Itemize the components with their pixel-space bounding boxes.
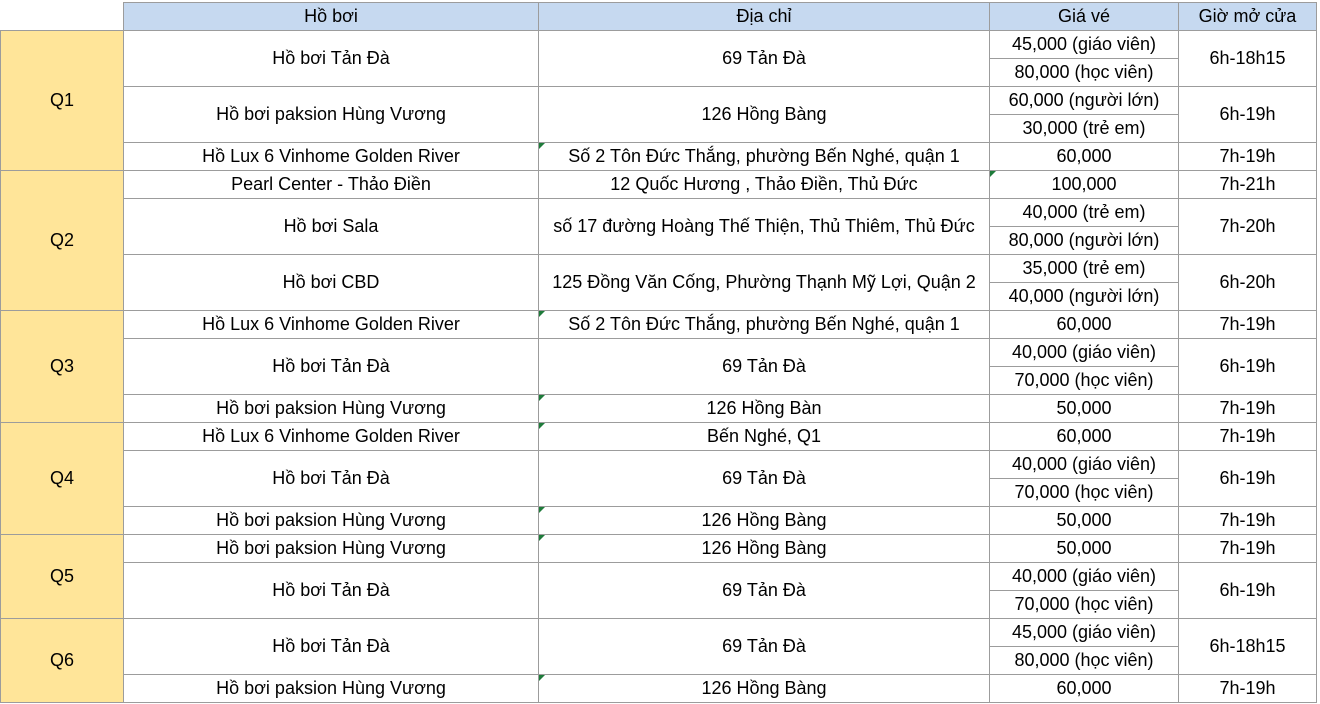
pool-cell[interactable]: Hồ Lux 6 Vinhome Golden River: [124, 311, 539, 339]
table-row: [1, 87, 1317, 115]
pool-cell[interactable]: Hồ bơi CBD: [124, 255, 539, 311]
hours-cell[interactable]: 6h-19h: [1179, 87, 1317, 143]
price-cell[interactable]: 50,000: [990, 535, 1179, 563]
address-cell[interactable]: 69 Tản Đà: [539, 339, 990, 395]
header-price[interactable]: Giá vé: [990, 3, 1179, 31]
price-cell[interactable]: 60,000: [990, 311, 1179, 339]
hours-cell[interactable]: 6h-19h: [1179, 451, 1317, 507]
hours-cell[interactable]: 7h-19h: [1179, 143, 1317, 171]
price-cell[interactable]: 50,000: [990, 395, 1179, 423]
pool-cell[interactable]: Hồ bơi paksion Hùng Vương: [124, 87, 539, 143]
price-cell[interactable]: 100,000: [990, 171, 1179, 199]
address-cell[interactable]: 69 Tản Đà: [539, 563, 990, 619]
pool-cell[interactable]: Hồ bơi paksion Hùng Vương: [124, 675, 539, 703]
table-row: [1, 199, 1317, 227]
pool-cell[interactable]: Hồ Lux 6 Vinhome Golden River: [124, 423, 539, 451]
address-cell[interactable]: Số 2 Tôn Đức Thắng, phường Bến Nghé, quận 1: [539, 311, 990, 339]
address-cell[interactable]: 126 Hồng Bàng: [539, 87, 990, 143]
pool-cell[interactable]: Hồ bơi Sala: [124, 199, 539, 255]
price-cell[interactable]: 30,000 (trẻ em): [990, 115, 1179, 143]
pool-cell[interactable]: Hồ bơi paksion Hùng Vương: [124, 395, 539, 423]
header-hours[interactable]: Giờ mở cửa: [1179, 3, 1317, 31]
price-cell[interactable]: 35,000 (trẻ em): [990, 255, 1179, 283]
address-cell[interactable]: 126 Hồng Bàng: [539, 535, 990, 563]
district-cell[interactable]: Q6: [1, 619, 124, 703]
hours-cell[interactable]: 6h-18h15: [1179, 619, 1317, 675]
table-row: [1, 171, 1317, 199]
price-cell[interactable]: 70,000 (học viên): [990, 367, 1179, 395]
price-cell[interactable]: 45,000 (giáo viên): [990, 31, 1179, 59]
district-cell[interactable]: Q4: [1, 423, 124, 535]
address-cell[interactable]: 125 Đồng Văn Cống, Phường Thạnh Mỹ Lợi, Quận 2: [539, 255, 990, 311]
pool-cell[interactable]: Hồ bơi paksion Hùng Vương: [124, 535, 539, 563]
address-cell[interactable]: 126 Hồng Bàng: [539, 507, 990, 535]
table-row: [1, 423, 1317, 451]
hours-cell[interactable]: 7h-19h: [1179, 395, 1317, 423]
sheet-body: [1, 31, 1317, 703]
hours-cell[interactable]: 6h-19h: [1179, 563, 1317, 619]
price-cell[interactable]: 40,000 (giáo viên): [990, 451, 1179, 479]
price-cell[interactable]: 45,000 (giáo viên): [990, 619, 1179, 647]
address-cell[interactable]: 69 Tản Đà: [539, 619, 990, 675]
hours-cell[interactable]: 7h-19h: [1179, 507, 1317, 535]
pool-cell[interactable]: Hồ Lux 6 Vinhome Golden River: [124, 143, 539, 171]
district-cell[interactable]: Q2: [1, 171, 124, 311]
table-row: [1, 619, 1317, 647]
hours-cell[interactable]: 7h-19h: [1179, 535, 1317, 563]
address-cell[interactable]: 69 Tản Đà: [539, 31, 990, 87]
table-row: [1, 675, 1317, 703]
header-pool[interactable]: Hồ bơi: [124, 3, 539, 31]
address-cell[interactable]: Bến Nghé, Q1: [539, 423, 990, 451]
hours-cell[interactable]: 7h-19h: [1179, 311, 1317, 339]
price-cell[interactable]: 40,000 (trẻ em): [990, 199, 1179, 227]
pool-cell[interactable]: Hồ bơi paksion Hùng Vương: [124, 507, 539, 535]
table-row: [1, 339, 1317, 367]
address-cell[interactable]: 12 Quốc Hương , Thảo Điền, Thủ Đức: [539, 171, 990, 199]
price-cell[interactable]: 70,000 (học viên): [990, 591, 1179, 619]
price-cell[interactable]: 60,000 (người lớn): [990, 87, 1179, 115]
price-cell[interactable]: 50,000: [990, 507, 1179, 535]
price-cell[interactable]: 80,000 (học viên): [990, 59, 1179, 87]
hours-cell[interactable]: 6h-18h15: [1179, 31, 1317, 87]
hours-cell[interactable]: 6h-19h: [1179, 339, 1317, 395]
hours-cell[interactable]: 7h-20h: [1179, 199, 1317, 255]
pool-cell[interactable]: Hồ bơi Tản Đà: [124, 31, 539, 87]
table-row: [1, 395, 1317, 423]
price-cell[interactable]: 80,000 (người lớn): [990, 227, 1179, 255]
table-row: [1, 451, 1317, 479]
address-cell[interactable]: số 17 đường Hoàng Thế Thiện, Thủ Thiêm, Thủ Đức: [539, 199, 990, 255]
corner-cell[interactable]: [1, 3, 124, 31]
price-cell[interactable]: 60,000: [990, 675, 1179, 703]
pool-cell[interactable]: Hồ bơi Tản Đà: [124, 339, 539, 395]
table-row: [1, 535, 1317, 563]
price-cell[interactable]: 60,000: [990, 143, 1179, 171]
pool-cell[interactable]: Hồ bơi Tản Đà: [124, 619, 539, 675]
header-address[interactable]: Địa chỉ: [539, 3, 990, 31]
table-row: [1, 311, 1317, 339]
hours-cell[interactable]: 7h-19h: [1179, 675, 1317, 703]
price-cell[interactable]: 80,000 (học viên): [990, 647, 1179, 675]
price-cell[interactable]: 40,000 (người lớn): [990, 283, 1179, 311]
district-cell[interactable]: Q5: [1, 535, 124, 619]
table-row: [1, 31, 1317, 59]
header-row: [1, 3, 1317, 31]
pool-cell[interactable]: Hồ bơi Tản Đà: [124, 563, 539, 619]
address-cell[interactable]: Số 2 Tôn Đức Thắng, phường Bến Nghé, quận 1: [539, 143, 990, 171]
table-row: [1, 563, 1317, 591]
hours-cell[interactable]: 7h-21h: [1179, 171, 1317, 199]
address-cell[interactable]: 126 Hồng Bàn: [539, 395, 990, 423]
price-cell[interactable]: 40,000 (giáo viên): [990, 563, 1179, 591]
pool-cell[interactable]: Pearl Center - Thảo Điền: [124, 171, 539, 199]
price-cell[interactable]: 60,000: [990, 423, 1179, 451]
district-cell[interactable]: Q1: [1, 31, 124, 171]
table-row: [1, 143, 1317, 171]
address-cell[interactable]: 126 Hồng Bàng: [539, 675, 990, 703]
district-cell[interactable]: Q3: [1, 311, 124, 423]
address-cell[interactable]: 69 Tản Đà: [539, 451, 990, 507]
price-cell[interactable]: 70,000 (học viên): [990, 479, 1179, 507]
table-row: [1, 255, 1317, 283]
hours-cell[interactable]: 6h-20h: [1179, 255, 1317, 311]
table-row: [1, 507, 1317, 535]
hours-cell[interactable]: 7h-19h: [1179, 423, 1317, 451]
price-cell[interactable]: 40,000 (giáo viên): [990, 339, 1179, 367]
pool-price-sheet: [0, 2, 1317, 703]
pool-cell[interactable]: Hồ bơi Tản Đà: [124, 451, 539, 507]
